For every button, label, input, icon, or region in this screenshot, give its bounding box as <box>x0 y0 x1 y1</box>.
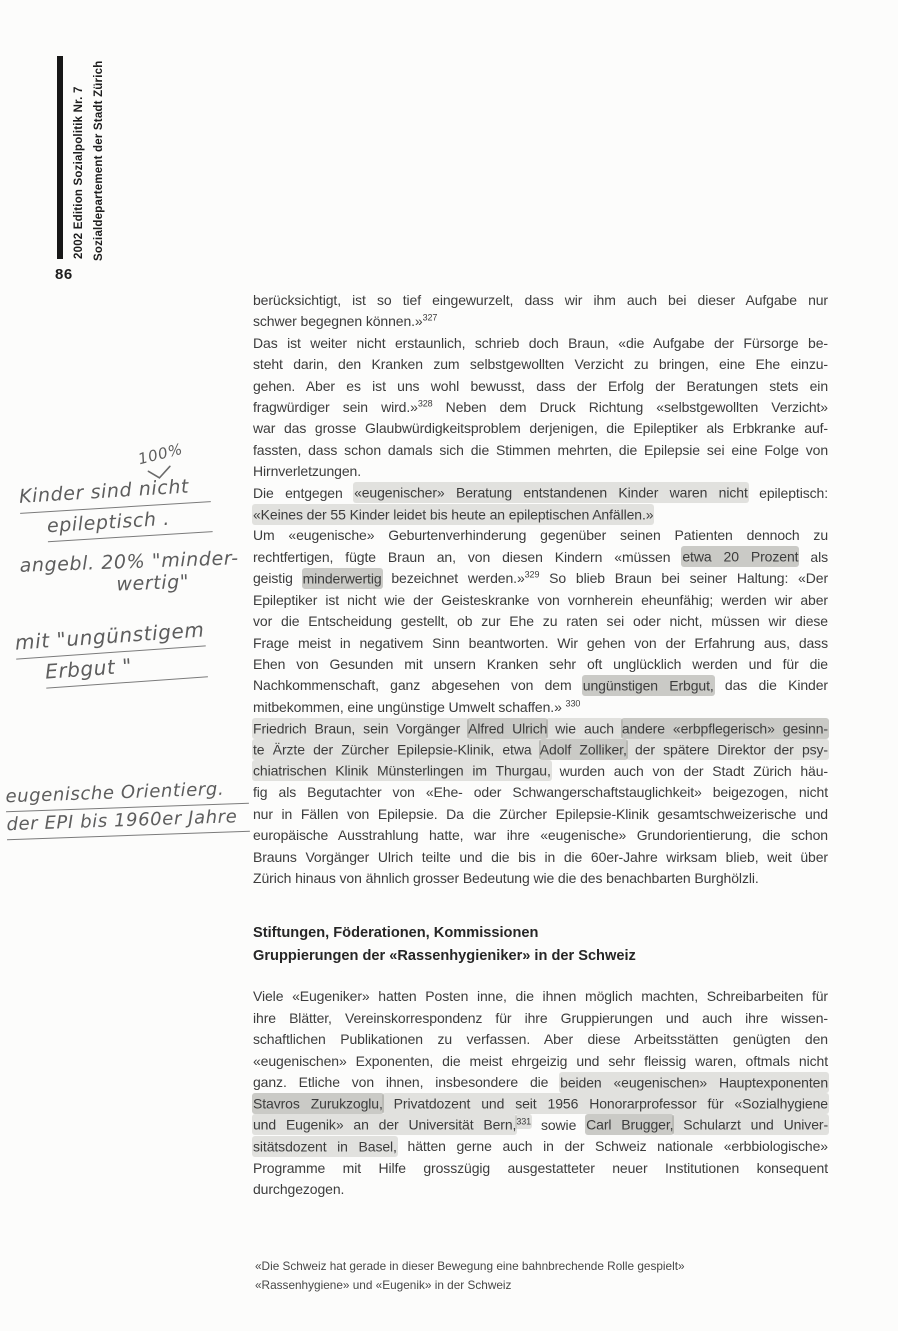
handwritten-line: Kinder sind nicht <box>18 472 211 513</box>
text-segment: Hirnverletzungen. <box>253 463 362 480</box>
text-segment: Das ist weiter nicht erstaunlich, schrieb doch Braun, «die Aufgabe der Fürsorge be- <box>253 334 828 351</box>
text-segment: «eugenischen» Exponenten, die meist ehrgeizig und sehr fleissig waren, oftmals nicht <box>253 1052 828 1069</box>
highlight-segment: sitätsdozent in Basel, <box>252 1136 398 1157</box>
text-line <box>253 1008 828 1029</box>
handwritten-line: der EPI bis 1960er Jahre <box>6 804 250 841</box>
handwritten-line: epileptisch . <box>46 503 213 543</box>
text-segment: Gruppierungen der «Rassenhygieniker» in der Schweiz <box>253 947 636 964</box>
page-number: 86 <box>55 266 73 283</box>
sidebar-department-text: Sozialdepartement der Stadt Zürich <box>93 60 105 261</box>
text-segment: Epileptiker ist nicht wie der Geisteskranke von vornherein eheunfähig; werden wir aber <box>253 591 828 608</box>
note-unguenstiges-erbgut <box>14 615 208 690</box>
footer-caption-line: «Die Schweiz hat gerade in dieser Bewegung eine bahnbrechende Rolle gespielt» <box>255 1259 685 1273</box>
footer-caption <box>255 1257 685 1295</box>
text-segment: Zürich hinaus von ähnlich grosser Bedeutung wie die des benachbarten Burghölzli. <box>253 869 759 886</box>
handwritten-line: eugenische Orientierg. <box>5 776 249 813</box>
para-geburtenverhinderung <box>253 525 828 718</box>
text-line <box>253 525 828 546</box>
text-line <box>253 461 828 482</box>
handwritten-line: 100% <box>136 439 185 469</box>
note-kinder-nicht-epileptisch <box>18 472 212 544</box>
text-segment: Frage meist in negativem Sinn beantworten. Wir gehen von der Erfahrung aus, dass <box>253 634 828 651</box>
text-segment: hätten gerne auch in der Schweiz nationale «erbbiologische» <box>396 1138 828 1155</box>
para-friedrich-braun <box>253 718 828 889</box>
text-line <box>253 1179 828 1200</box>
text-line <box>253 504 828 525</box>
text-line <box>253 1093 828 1114</box>
text-line <box>253 376 828 397</box>
highlight-segment: chiatrischen Klinik Münsterlingen im Thurgau, <box>252 760 552 781</box>
highlight-segment: Privatdozent und seit 1956 Honorarprofessor für «Sozialhygiene <box>382 1093 829 1114</box>
text-line <box>253 354 828 375</box>
text-line <box>253 697 828 718</box>
text-segment: ganz. Etliche von ihnen, insbesondere die <box>253 1074 561 1090</box>
body-text <box>253 290 828 1200</box>
note-eugenische-orientierung <box>5 776 250 841</box>
handwritten-line: mit "ungünstigem <box>14 615 205 659</box>
footnote-ref: 331 <box>515 1114 532 1129</box>
highlight-segment: «Keines der 55 Kinder leidet bis heute an epileptischen Anfällen.» <box>252 504 654 525</box>
text-segment: schaftlichen Publikationen zu verfassen. Aber diese Arbeitsstätten genügten den <box>253 1031 828 1048</box>
text-line <box>253 440 828 461</box>
para-kinder-nicht-epileptisch <box>253 483 828 526</box>
text-segment: epileptisch: <box>747 484 828 501</box>
highlight-segment: wie auch <box>546 718 623 739</box>
text-line <box>253 633 828 654</box>
text-segment: war das grosse Glaubwürdigkeitsproblem derjenigen, die Epileptiker als Erbkranke auf- <box>253 420 828 437</box>
para-eugeniker-posten <box>253 986 828 1200</box>
text-segment: fig als Begutachter von «Ehe- oder Schwangerschaftstauglichkeit» beigezogen, nicht <box>253 784 828 801</box>
text-line <box>253 804 828 825</box>
highlight-segment: Alfred Ulrich <box>467 718 548 739</box>
highlight-segment: andere «erbpflegerisch» gesinn- <box>621 718 829 739</box>
handwritten-line: wertig" <box>115 570 190 596</box>
text-line <box>253 922 828 945</box>
text-segment: das die Kinder <box>713 677 828 694</box>
text-segment: ihre Blätter, Vereinskorrespondenz für ihre Gruppierungen und auch ihre wissen- <box>253 1009 828 1026</box>
handwritten-line: angebl. 20% "minder- <box>19 547 239 577</box>
text-segment: Nachkommenschaft, ganz abgesehen von dem <box>253 677 583 694</box>
highlight-segment: Adolf Zolliker, <box>539 739 628 760</box>
highlight-segment: Friedrich Braun, sein Vorgänger <box>252 718 469 739</box>
text-line <box>253 333 828 354</box>
text-line <box>253 945 828 968</box>
text-segment: durchgezogen. <box>253 1181 345 1198</box>
text-line <box>253 547 828 568</box>
text-line <box>253 1158 828 1179</box>
text-line <box>253 1051 828 1072</box>
text-line <box>253 986 828 1007</box>
text-segment: wurden auch von der Stadt Zürich häu- <box>550 762 828 779</box>
highlight-segment: etwa 20 Prozent <box>681 546 799 567</box>
sidebar-edition-text: 2002 Edition Sozialpolitik Nr. 7 <box>73 86 85 259</box>
highlight-segment: der spätere Direktor der psy- <box>626 739 829 760</box>
footnote-ref: 328 <box>417 398 433 409</box>
text-segment: sowie <box>531 1116 587 1133</box>
text-segment: schwer begegnen können.» <box>253 313 423 330</box>
footnote-ref: 329 <box>524 569 540 580</box>
highlight-segment: Stavros Zurukzoglu, <box>252 1093 384 1114</box>
text-segment: rechtfertigen, fügte Braun an, von diesen Kindern «müssen <box>253 548 683 565</box>
para-braun-fuersorge <box>253 333 828 483</box>
text-line <box>253 782 828 803</box>
highlight-segment: minderwertig <box>302 568 383 589</box>
text-line <box>253 1136 828 1157</box>
highlight-segment: «eugenischer» Beratung entstandenen Kinder waren nicht <box>353 482 749 503</box>
footnote-ref: 327 <box>422 312 438 323</box>
text-line <box>253 761 828 782</box>
text-segment: Stiftungen, Föderationen, Kommissionen <box>253 925 539 942</box>
text-segment: Um «eugenische» Geburtenverhinderung gegenüber seinen Patienten dennoch zu <box>253 527 828 544</box>
text-segment: Viele «Eugeniker» hatten Posten inne, die ihnen möglich machten, Schreibarbeiten für <box>253 988 828 1005</box>
text-line <box>253 718 828 739</box>
text-line <box>253 611 828 632</box>
text-segment: Ehen von Gesunden mit unsern Kranken sehr oft unglücklich werden und für die <box>253 655 828 672</box>
text-line <box>253 311 828 332</box>
text-segment: Neben dem Druck Richtung «selbstgewollten Verzicht» <box>432 399 828 416</box>
note-angeblich-minderwertig <box>19 545 240 602</box>
text-line <box>253 590 828 611</box>
text-segment: So blieb Braun bei seiner Haltung: «Der <box>539 570 829 587</box>
text-segment: steht darin, den Kranken zum selbstgewollten Verzicht zu bringen, eine Ehe einzu- <box>253 356 828 373</box>
text-line <box>253 1029 828 1050</box>
text-line <box>253 483 828 504</box>
text-line <box>253 825 828 846</box>
text-segment: Brauns Vorgänger Ulrich teilte und die bis in die 60er-Jahre wirksam blieb, weit über <box>253 848 828 865</box>
highlight-segment: te Ärzte der Zürcher Epilepsie-Klinik, etwa <box>252 739 541 760</box>
footnote-ref: 330 <box>565 698 581 709</box>
text-line <box>253 740 828 761</box>
highlight-segment: ungünstigen Erbgut, <box>582 675 715 696</box>
handwritten-line: Erbgut " <box>44 646 208 688</box>
text-segment: bezeichnet werden.» <box>381 570 525 587</box>
text-line <box>253 1115 828 1136</box>
text-segment: europäische Ausstrahlung hatte, war ihre «eugenische» Grundorientierung, die schon <box>253 827 828 844</box>
text-line <box>253 675 828 696</box>
text-segment: fassten, dass schon damals sich die Stimmen mehrten, die Epilepsie sei eine Folge von <box>253 441 828 458</box>
highlight-segment: Schularzt und Univer- <box>672 1114 829 1135</box>
note-100-percent <box>136 439 185 471</box>
text-segment: gehen. Aber es ist uns wohl bewusst, dass der Erfolg der Beratungen stets ein <box>253 377 828 394</box>
text-segment: mitbekommen, eine ungünstige Umwelt schaffen.» <box>253 698 566 715</box>
text-line <box>253 868 828 889</box>
text-line <box>253 1072 828 1093</box>
text-segment: Programme mit Hilfe grosszügig ausgestatteter neuer Institutionen konsequent <box>253 1159 828 1176</box>
text-segment: berücksichtigt, ist so tief eingewurzelt, dass wir ihm auch bei dieser Aufgabe nur <box>253 292 828 308</box>
text-line <box>253 847 828 868</box>
text-line <box>253 568 828 589</box>
text-segment: Die entgegen <box>253 484 355 501</box>
highlight-segment: beiden «eugenischen» Hauptexponenten <box>559 1072 829 1093</box>
section-heading <box>253 922 828 967</box>
footer-caption-line: «Rassenhygiene» und «Eugenik» in der Schweiz <box>255 1278 512 1292</box>
highlight-segment: Carl Brugger, <box>585 1114 674 1135</box>
text-segment: geistig <box>253 570 303 587</box>
highlight-segment: und Eugenik» an der Universität Bern, <box>252 1114 517 1135</box>
text-line <box>253 290 828 311</box>
text-line <box>253 397 828 418</box>
sidebar-rule <box>57 56 63 259</box>
para-continuation <box>253 290 828 333</box>
text-segment: vor die Entscheidung gestellt, ob zur Ehe zu raten sei oder nicht, müssen wir diese <box>253 613 828 630</box>
text-segment: nur in Fällen von Epilepsie. Da die Zürcher Epilepsie-Klinik gesamtschweizerische und <box>253 805 828 822</box>
text-segment: fragwürdiger sein wird.» <box>253 399 418 416</box>
text-line <box>253 418 828 439</box>
text-line <box>253 654 828 675</box>
text-segment: als <box>798 548 828 565</box>
